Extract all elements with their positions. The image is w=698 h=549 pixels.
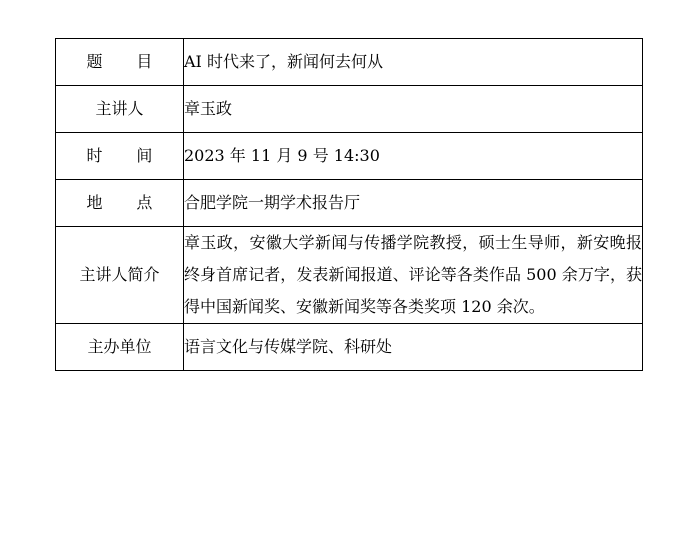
row-label-organizer: 主办单位	[56, 324, 184, 371]
row-value-speaker: 章玉政	[184, 86, 643, 133]
row-label-text: 题 目	[86, 52, 167, 71]
lecture-info-table	[55, 38, 643, 371]
row-label-speaker: 主讲人	[56, 86, 184, 133]
table-row	[56, 324, 643, 371]
row-value-biography: 章玉政，安徽大学新闻与传播学院教授，硕士生导师，新安晚报终身首席记者，发表新闻报道、评论等各类作品 500 余万字，获得中国新闻奖、安徽新闻奖等各类奖项 120 余次。	[184, 227, 643, 324]
row-value-place: 合肥学院一期学术报告厅	[184, 180, 643, 227]
row-label-title	[56, 39, 184, 86]
row-label-text: 时 间	[86, 146, 167, 165]
table-row	[56, 227, 643, 324]
row-label-time	[56, 133, 184, 180]
row-label-text: 地 点	[86, 193, 167, 212]
table-row	[56, 39, 643, 86]
table-row	[56, 133, 643, 180]
table-row	[56, 86, 643, 133]
table-row	[56, 180, 643, 227]
row-label-biography: 主讲人简介	[56, 227, 184, 324]
row-value-title: AI 时代来了，新闻何去何从	[184, 39, 643, 86]
row-label-place	[56, 180, 184, 227]
row-value-time: 2023 年 11 月 9 号 14:30	[184, 133, 643, 180]
table-body	[56, 39, 643, 371]
row-value-organizer: 语言文化与传媒学院、科研处	[184, 324, 643, 371]
